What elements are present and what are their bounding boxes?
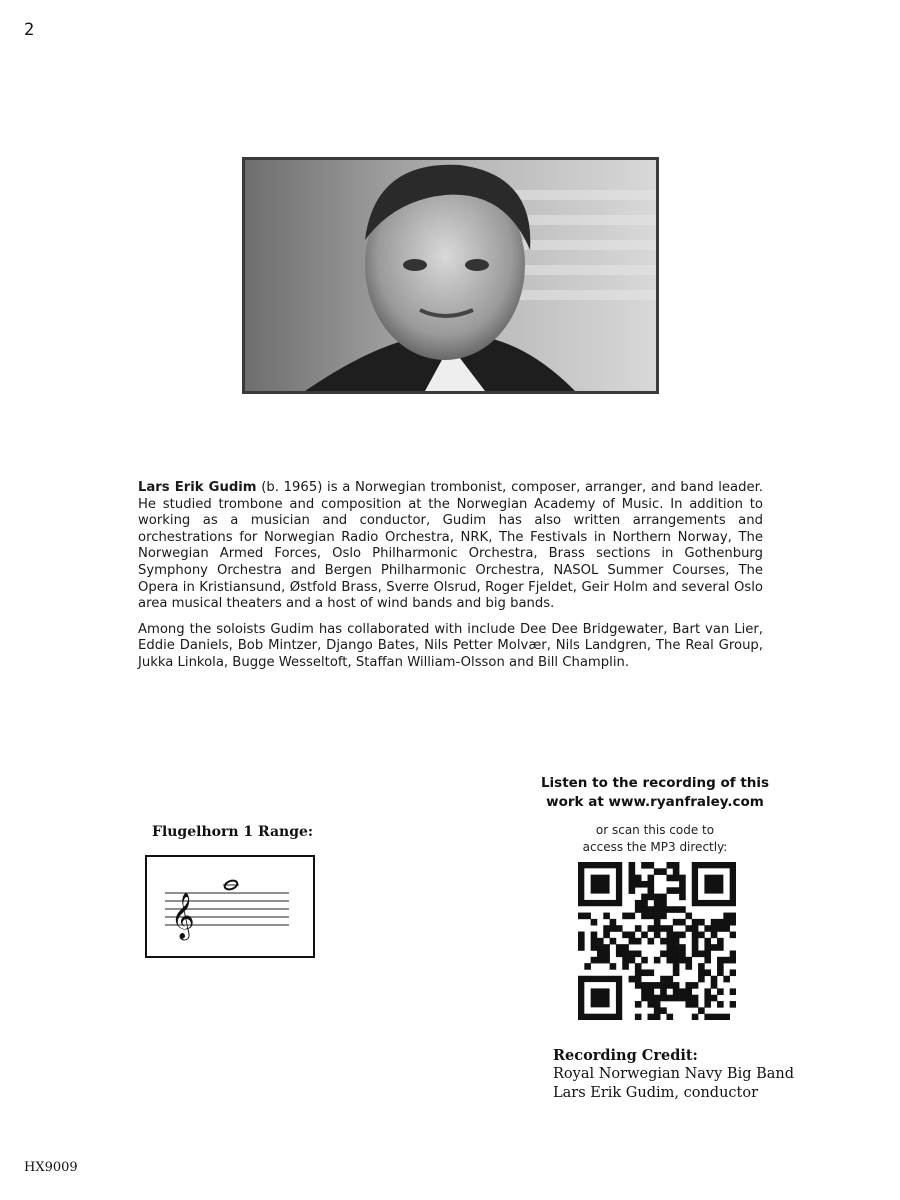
qr-module [603,925,610,932]
treble-clef-icon: 𝄞 [171,893,195,939]
catalog-code: HX9009 [24,1160,78,1175]
qr-module [717,919,724,926]
qr-module [648,887,655,894]
credit-line-2: Lars Erik Gudim, conductor [553,1085,759,1101]
bio-paragraph-2: Among the soloists Gudim has collaborated with include Dee Dee Bridgewater, Bart van Lier, Eddie Daniels, Bob Mintzer, Django Bates, Nils Petter Molvær, Nils Landgren, The Real Group, Jukka Linkola, Bugge Wesseltoft, Staffan William-Olsson and Bill Champlin. [138,621,763,670]
qr-module [717,957,724,964]
qr-module [698,1007,705,1014]
qr-module [648,894,655,901]
qr-module [673,919,680,926]
qr-module [704,938,711,945]
qr-module [685,957,692,964]
credit-title: Recording Credit: [553,1047,698,1064]
qr-module [717,938,724,945]
qr-module [685,995,692,1002]
qr-module [698,976,705,983]
biography [138,480,763,681]
qr-module [654,932,661,939]
qr-module [591,988,610,1007]
range-staff-box [145,855,315,958]
qr-module [673,963,680,970]
qr-module [635,1014,642,1020]
qr-module [648,881,655,888]
qr-module [591,875,610,894]
qr-module [666,995,673,1002]
qr-module [660,868,667,875]
qr-module [591,938,598,945]
qr-module [723,957,730,964]
qr-module [597,938,604,945]
listen-line-1: Listen to the recording of this [540,775,770,791]
qr-module [685,925,692,932]
qr-module [679,906,686,913]
qr-module [603,950,610,957]
qr-module [635,982,642,989]
qr-module [616,950,623,957]
qr-module [578,938,585,945]
qr-module [610,919,617,926]
qr-module [603,932,610,939]
qr-module [660,938,667,945]
qr-module [629,887,636,894]
qr-module [717,925,724,932]
qr-module [704,969,711,976]
qr-module [673,957,680,964]
qr-module [717,963,724,970]
qr-module [666,887,673,894]
qr-module [648,906,655,913]
qr-module [711,944,718,951]
qr-module [717,944,724,951]
qr-module [610,963,617,970]
qr-module [711,919,718,926]
qr-module [654,995,661,1002]
qr-module [704,925,711,932]
qr-module [660,982,667,989]
qr-module [679,894,686,901]
qr-module [730,957,736,964]
qr-module [723,925,730,932]
qr-module [654,906,661,913]
qr-module [654,913,661,920]
qr-module [673,969,680,976]
qr-module [685,1001,692,1008]
qr-module [673,944,680,951]
qr-module [730,1001,736,1008]
qr-module [578,932,585,939]
qr-module [723,913,730,920]
qr-module [641,982,648,989]
bio-name: Lars Erik Gudim [138,480,257,495]
qr-module [717,1001,724,1008]
qr-module [654,1007,661,1014]
qr-module [635,906,642,913]
qr-module [660,1007,667,1014]
qr-module [692,925,699,932]
qr-module [648,969,655,976]
qr-module [679,875,686,882]
qr-module [711,925,718,932]
qr-module [654,982,661,989]
qr-module [660,988,667,995]
qr-module [641,932,648,939]
qr-module [730,988,736,995]
qr-module [692,950,699,957]
qr-module [711,1014,718,1020]
credit-line-1: Royal Norwegian Navy Big Band [553,1066,795,1082]
qr-module [654,957,661,964]
qr-module [648,925,655,932]
qr-module [704,995,711,1002]
qr-module [704,1014,711,1020]
qr-module [673,938,680,945]
qr-module [704,875,723,894]
qr-module [635,881,642,888]
qr-module [641,969,648,976]
qr-module [629,875,636,882]
qr-module [622,963,629,970]
qr-module [679,919,686,926]
qr-module [673,875,680,882]
qr-module [603,957,610,964]
qr-module [616,944,623,951]
qr-module [660,906,667,913]
qr-code[interactable] [578,862,736,1020]
qr-module [673,982,680,989]
qr-module [723,919,730,926]
qr-module [666,976,673,983]
qr-module [629,868,636,875]
qr-module [648,988,655,995]
qr-module [629,862,636,869]
qr-module [629,976,636,983]
qr-module [711,976,718,983]
qr-code-graphic [578,862,736,1020]
qr-module [654,894,661,901]
qr-module [730,950,736,957]
qr-module [648,982,655,989]
qr-module [679,887,686,894]
qr-module [673,995,680,1002]
qr-module [635,950,642,957]
qr-module [692,1014,699,1020]
qr-module [666,1014,673,1020]
qr-module [610,925,617,932]
qr-module [635,938,642,945]
qr-module [666,932,673,939]
qr-module [635,900,642,907]
qr-module [635,969,642,976]
qr-module [603,913,610,920]
qr-module [584,913,591,920]
qr-module [698,932,705,939]
qr-module [679,957,686,964]
qr-module [660,995,667,1002]
qr-module [591,919,598,926]
qr-module [717,1014,724,1020]
qr-module [654,919,661,926]
qr-module [679,995,686,1002]
qr-module [723,1014,730,1020]
qr-module [641,995,648,1002]
qr-module [704,944,711,951]
qr-module [629,881,636,888]
portrait-illustration [245,160,656,391]
qr-module [654,900,661,907]
qr-module [654,868,661,875]
qr-module [704,1001,711,1008]
qr-module [597,957,604,964]
qr-module [629,950,636,957]
qr-module [578,913,585,920]
qr-module [660,925,667,932]
qr-module [692,1001,699,1008]
qr-module [660,950,667,957]
qr-module [629,957,636,964]
qr-module [679,944,686,951]
qr-module [666,862,673,869]
listen-info [530,774,780,856]
qr-module [666,938,673,945]
qr-module [610,938,617,945]
bio-paragraph-1-text: (b. 1965) is a Norwegian trombonist, composer, arranger, and band leader. He studied trombone and composition at the Norwegian Academy of Music. In addition to working as a musician and conductor, Gudim has also written arrangements and orchestrations for Norwegian Radio Orchestra, NRK, The Festivals in Northern Norway, The Norwegian Armed Forces, Oslo Philharmonic Orchestra, Brass sections in Gothenburg Symphony Orchestra and Bergen Philharmonic Orchestra, NASOL Summer Courses, The Opera in Kristiansund, Østfold Brass, Sverre Olsrud, Roger Fjeldet, Geir Holm and several Oslo area musical theaters and a host of wind bands and big bands. [138,480,763,612]
qr-module [641,862,648,869]
qr-module [730,919,736,926]
qr-module [654,1001,661,1008]
qr-module [635,875,642,882]
qr-module [698,919,705,926]
qr-module [685,988,692,995]
qr-module [660,894,667,901]
qr-module [597,944,604,951]
qr-module [704,988,711,995]
qr-module [679,950,686,957]
qr-module [704,957,711,964]
qr-module [648,913,655,920]
qr-module [584,963,591,970]
recording-credit [553,1046,794,1103]
qr-module [698,969,705,976]
qr-module [685,963,692,970]
qr-module [635,925,642,932]
qr-module [679,932,686,939]
qr-module [692,944,699,951]
qr-module [692,982,699,989]
qr-module [660,900,667,907]
qr-module [698,963,705,970]
qr-module [673,862,680,869]
qr-module [641,900,648,907]
qr-module [692,938,699,945]
qr-module [730,932,736,939]
qr-module [648,875,655,882]
qr-module [629,913,636,920]
qr-module [622,913,629,920]
qr-module [591,957,598,964]
qr-module [711,982,718,989]
qr-module [673,932,680,939]
qr-module [635,963,642,970]
qr-module [591,932,598,939]
qr-module [666,957,673,964]
qr-module [673,887,680,894]
qr-module [730,969,736,976]
qr-module [635,1001,642,1008]
qr-module [679,881,686,888]
qr-module [723,976,730,983]
qr-module [711,995,718,1002]
qr-module [578,944,585,951]
qr-module [673,868,680,875]
qr-module [648,995,655,1002]
qr-module [717,969,724,976]
qr-module [648,1014,655,1020]
range-staff [147,857,313,956]
qr-module [641,894,648,901]
qr-module [685,913,692,920]
qr-module [660,976,667,983]
qr-module [692,932,699,939]
qr-module [641,988,648,995]
qr-module [654,1014,661,1020]
qr-module [641,957,648,964]
qr-module [698,950,705,957]
qr-module [666,925,673,932]
qr-module [622,950,629,957]
qr-module [622,932,629,939]
qr-module [641,906,648,913]
bio-paragraph-1 [138,480,763,613]
qr-module [654,925,661,932]
qr-module [685,982,692,989]
qr-module [629,932,636,939]
qr-module [648,862,655,869]
qr-module [711,932,718,939]
qr-module [622,944,629,951]
qr-module [648,1001,655,1008]
qr-module [597,950,604,957]
qr-module [704,950,711,957]
qr-module [666,944,673,951]
scan-line-1: or scan this code to [595,823,715,837]
qr-module [629,938,636,945]
qr-module [692,919,699,926]
qr-module [603,944,610,951]
qr-module [692,995,699,1002]
qr-module [679,988,686,995]
qr-module [591,944,598,951]
qr-module [730,913,736,920]
qr-module [666,982,673,989]
qr-module [648,938,655,945]
qr-module [666,906,673,913]
qr-module [666,875,673,882]
qr-module [673,950,680,957]
qr-module [641,913,648,920]
qr-module [673,906,680,913]
page-number: 2 [24,20,35,40]
qr-module [666,950,673,957]
range-label: Flugelhorn 1 Range: [152,824,314,840]
qr-module [673,988,680,995]
portrait-photo [242,157,659,394]
qr-module [660,913,667,920]
qr-module [717,988,724,995]
scan-line-2: access the MP3 directly: [582,840,728,854]
qr-module [641,881,648,888]
qr-module [635,976,642,983]
qr-module [622,957,629,964]
qr-module [616,925,623,932]
listen-line-2: work at www.ryanfraley.com [546,794,764,810]
